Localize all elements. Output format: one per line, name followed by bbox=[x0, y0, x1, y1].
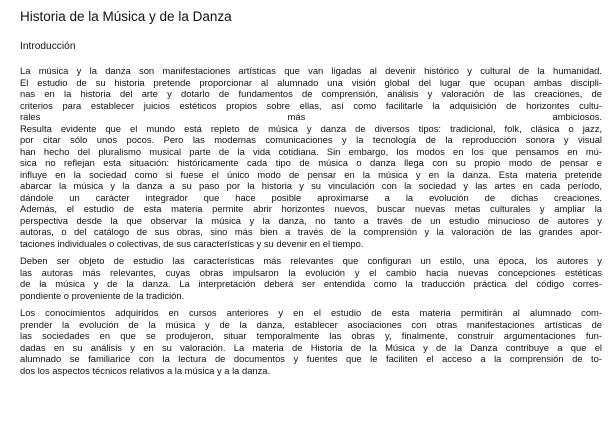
text-line: nas en la historia del arte y dotarlo de fundamentos de comprensión, análisis y valoración de las creaciones, de bbox=[20, 88, 602, 99]
text-line: taciones individuales o colectivas, de sus características y su devenir en el tiempo. bbox=[20, 237, 364, 249]
text-line: alumnado se familiarice con la lectura de documentos y fuentes que le faciliten el acceso a la comprensión de to- bbox=[20, 353, 602, 364]
text-line: han hecho del pluralismo musical parte de la vida cotidiana. Sin embargo, los modos en los que pensamos en mú- bbox=[20, 145, 602, 157]
text-line: de la música y de la danza. La interpretación deberá ser entendida como la traducción práctica del código corres- bbox=[20, 278, 602, 289]
text-line: las sociedades en que se produjeron, situar temporalmente las obras y, finalmente, construir argumentaciones fun- bbox=[20, 330, 602, 341]
text-line: rales más ambiciosos. bbox=[20, 111, 602, 122]
text-line: abarcar la música y la danza a su paso por la historia y su vinculación con la sociedad y las artes en cada período, bbox=[20, 180, 602, 191]
text-line: Resulta evidente que el mundo está repleto de música y danza de diversos tipos: tradicional, folk, clásica o jazz, bbox=[20, 122, 602, 134]
text-line: perspectiva desde la que observar la música y la danza, no tanto a través de un estudio minucioso de autores y bbox=[20, 214, 602, 226]
text-line: dos los aspectos técnicos relativos a la música y a la danza. bbox=[20, 364, 271, 376]
text-line: prender la evolución de la música y de la danza, establecer asociaciones con otras manifestaciones artísticas de bbox=[20, 318, 602, 330]
document-body bbox=[20, 65, 602, 376]
text-line: La música y la danza son manifestaciones artísticas que van ligadas al devenir histórico y cultural de la humanidad. bbox=[20, 65, 602, 76]
text-line: pondiente o proveniente de la tradición. bbox=[20, 289, 185, 301]
paragraph bbox=[20, 255, 602, 301]
text-line: por citar sólo unos pocos. Pero las modernas comunicaciones y la tecnología de la reproducción sonora y visual bbox=[20, 134, 602, 145]
paragraph bbox=[20, 65, 602, 249]
text-line: las autoras más relevantes, cuyas obras impulsaron la evolución y el cambio hacia nuevas concepciones estéticas bbox=[20, 266, 602, 278]
text-line: autoras, o del catálogo de sus obras, sino más bien a través de la comprensión y la valoración de las grandes apor- bbox=[20, 226, 602, 237]
section-heading: Introducción bbox=[20, 41, 76, 52]
paragraph bbox=[20, 307, 602, 376]
text-line: Los conocimientos adquiridos en cursos anteriores y en el estudio de esta materia permitirán al alumnado com- bbox=[20, 307, 602, 318]
text-line: criterios para establecer juicios estéticos propios sobre ellas, así como facilitarle la adquisición de horizontes cultu- bbox=[20, 99, 602, 111]
document-title: Historia de la Música y de la Danza bbox=[20, 9, 232, 24]
text-line: El estudio de su historia pretende proporcionar al alumnado una visión global del lugar que ocupan ambas discipli- bbox=[20, 76, 602, 88]
text-line: influye en la sociedad como si fuese el único modo de pensar en la música y en la danza. Esta materia pretende bbox=[20, 168, 602, 180]
text-line: Además, el estudio de esta materia permite abrir horizontes nuevos, buscar nuevas metas culturales y ampliar la bbox=[20, 203, 602, 214]
text-line: Deben ser objeto de estudio las características más relevantes que configuran un estilo, una época, los autores y bbox=[20, 255, 602, 266]
text-line: dándole un carácter integrador que hace posible aproximarse a la evolución de dichas creaciones. bbox=[20, 191, 602, 203]
text-line: dadas en su análisis y en su valoración. La materia de Historia de la Música y de la Danza contribuye a que el bbox=[20, 341, 602, 353]
document-page bbox=[20, 8, 602, 382]
text-line: sica no reflejan esta situación: históricamente cada tipo de música o danza llega con su propio modo de pensar e bbox=[20, 157, 602, 168]
